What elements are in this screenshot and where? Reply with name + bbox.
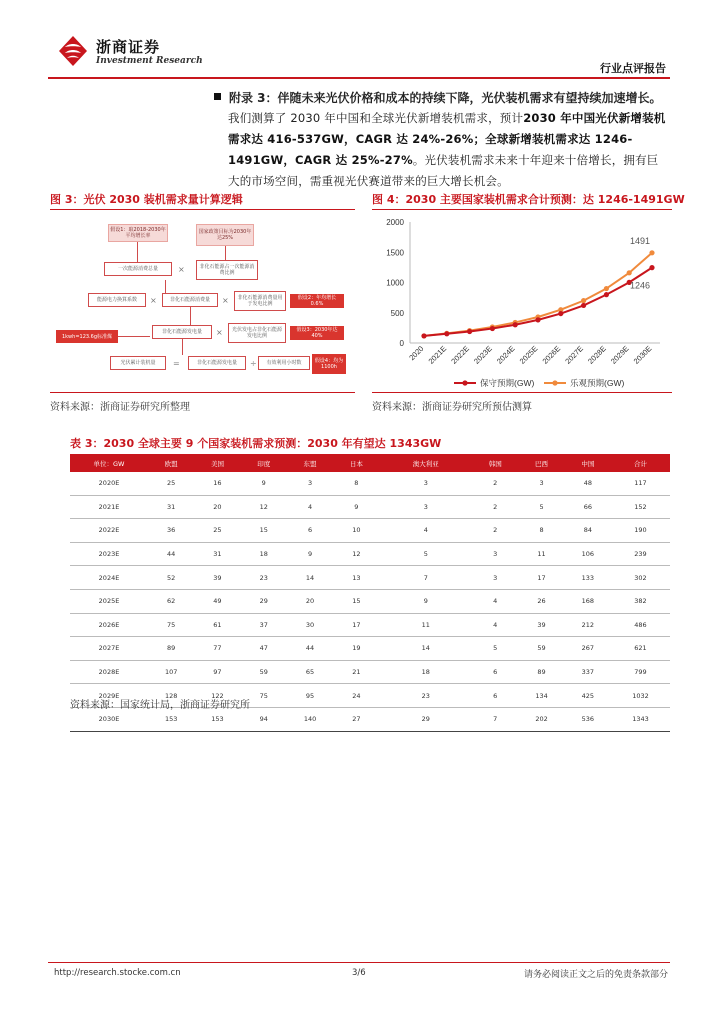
table-cell: 140 — [287, 707, 333, 731]
x-tick-label: 2021E — [426, 344, 449, 366]
table-cell: 23 — [241, 566, 287, 590]
table-cell: 5 — [379, 542, 472, 566]
table-cell: 11 — [379, 613, 472, 637]
appendix-text-part1: 我们测算了 2030 年中国和全球光伏新增装机需求，预计 — [228, 111, 524, 125]
x-tick-label: 2022E — [449, 344, 472, 366]
table-cell: 29 — [379, 707, 472, 731]
table-cell: 12 — [333, 542, 379, 566]
table3-source: 资料来源：国家统计局，浙商证券研究所 — [70, 700, 250, 711]
table-cell: 4 — [472, 613, 518, 637]
flow-connector — [165, 280, 166, 293]
table-cell: 2025E — [70, 589, 148, 613]
table-cell: 52 — [148, 566, 194, 590]
flow-box-power-ratio: 非化石能源消费量用于发电比例 — [234, 291, 286, 311]
table-cell: 5 — [518, 495, 564, 519]
table-row — [70, 566, 670, 590]
table-cell: 25 — [194, 519, 240, 543]
table-cell: 31 — [148, 495, 194, 519]
table-cell: 3 — [379, 495, 472, 519]
flow-op-times: × — [150, 296, 157, 305]
table-cell: 13 — [333, 566, 379, 590]
legend-swatch-point — [462, 380, 467, 385]
flow-box-generation: 非化石能源发电量 — [188, 356, 246, 370]
table-cell: 153 — [194, 707, 240, 731]
table-cell: 7 — [379, 566, 472, 590]
table-cell: 36 — [148, 519, 194, 543]
table-cell: 31 — [194, 542, 240, 566]
table-cell: 47 — [241, 637, 287, 661]
flow-connector — [190, 307, 191, 325]
series-point-0 — [421, 333, 426, 338]
y-tick-label: 1500 — [386, 248, 404, 258]
table-cell: 3 — [379, 472, 472, 495]
table-cell: 30 — [287, 613, 333, 637]
table-cell: 2 — [472, 495, 518, 519]
table-cell: 128 — [148, 684, 194, 708]
series-line-0 — [424, 268, 652, 336]
legend-swatch-point — [552, 380, 557, 385]
table-header-cell: 东盟 — [287, 454, 333, 472]
x-tick-label: 2028E — [586, 344, 608, 366]
table-cell: 2020E — [70, 472, 148, 495]
footer-url-link[interactable]: http://research.stocke.com.cn — [54, 968, 181, 978]
flow-box-nonfossil-generation: 非化石能源发电量 — [152, 325, 212, 339]
series-point-1 — [604, 286, 609, 291]
table-cell: 425 — [565, 684, 611, 708]
table-cell: 6 — [472, 660, 518, 684]
table-cell: 486 — [611, 613, 670, 637]
flow-connector — [118, 336, 150, 337]
table-row — [70, 637, 670, 661]
table-header-cell: 欧盟 — [148, 454, 194, 472]
table-cell: 27 — [333, 707, 379, 731]
table-cell: 3 — [472, 566, 518, 590]
table-header-cell: 合计 — [611, 454, 670, 472]
table-cell: 15 — [333, 589, 379, 613]
table-cell: 65 — [287, 660, 333, 684]
flow-box-utilization-hours: 有效利用小时数 — [258, 356, 310, 370]
series-point-0 — [649, 265, 654, 270]
table-cell: 48 — [565, 472, 611, 495]
table-header-row — [70, 454, 670, 472]
legend-label: 保守预期(GW) — [480, 378, 535, 388]
table-row — [70, 660, 670, 684]
table-cell: 59 — [241, 660, 287, 684]
table-cell: 2022E — [70, 519, 148, 543]
table-cell: 37 — [241, 613, 287, 637]
table-cell: 75 — [148, 613, 194, 637]
table-header-cell: 单位：GW — [70, 454, 148, 472]
y-tick-label: 1000 — [386, 278, 404, 288]
table-cell: 29 — [241, 589, 287, 613]
table-cell: 5 — [472, 637, 518, 661]
flow-box-assumption2: 假设2：年均增长0.6% — [290, 294, 344, 308]
table-cell: 17 — [518, 566, 564, 590]
flow-op-times: × — [178, 265, 185, 274]
flow-box-pv-share: 光伏发电占非化石能源发电比例 — [228, 323, 286, 343]
flow-op-times: × — [216, 328, 223, 337]
table-cell: 16 — [194, 472, 240, 495]
table-cell: 1032 — [611, 684, 670, 708]
table-cell: 2021E — [70, 495, 148, 519]
x-tick-label: 2029E — [608, 344, 631, 366]
table-cell: 10 — [333, 519, 379, 543]
table-cell: 11 — [518, 542, 564, 566]
flow-connector — [137, 242, 138, 262]
annotation-conservative: 1246 — [629, 280, 650, 291]
figure3-bottom-rule — [50, 392, 355, 393]
series-point-1 — [649, 250, 654, 255]
appendix-text-part2: 。光伏装机需求未来十年迎来十倍增长，拥有巨大的市场空间，需重视光伏赛道带来的巨大增长机会。 — [228, 153, 659, 188]
table-row — [70, 542, 670, 566]
figure4-line-chart — [372, 212, 672, 397]
table-cell: 17 — [333, 613, 379, 637]
table-cell: 44 — [287, 637, 333, 661]
table3 — [70, 454, 670, 732]
table-row — [70, 495, 670, 519]
table-row — [70, 613, 670, 637]
table-cell: 84 — [565, 519, 611, 543]
footer-divider — [48, 962, 670, 963]
table-cell: 14 — [379, 637, 472, 661]
table-cell: 2029E — [70, 684, 148, 708]
flow-box-pv-cumulative: 光伏累计装机量 — [110, 356, 166, 370]
table-cell: 106 — [565, 542, 611, 566]
table-cell: 9 — [241, 472, 287, 495]
flow-connector — [182, 339, 183, 355]
flow-op-equals: = — [173, 359, 180, 368]
table-cell: 3 — [287, 472, 333, 495]
table-cell: 19 — [333, 637, 379, 661]
page-number: 3/6 — [352, 968, 366, 978]
x-tick-label: 2020 — [407, 344, 426, 363]
table-cell: 2 — [472, 519, 518, 543]
series-point-0 — [467, 329, 472, 334]
table-cell: 12 — [241, 495, 287, 519]
table-cell: 15 — [241, 519, 287, 543]
table-cell: 4 — [379, 519, 472, 543]
flow-op-divide: ÷ — [250, 359, 257, 368]
x-tick-label: 2024E — [494, 344, 517, 366]
table-cell: 23 — [379, 684, 472, 708]
table-cell: 6 — [287, 519, 333, 543]
table-cell: 61 — [194, 613, 240, 637]
flow-box-nonfossil-share: 非化石能源占一次能源消费比例 — [196, 260, 258, 280]
report-type-label: 行业点评报告 — [600, 62, 666, 75]
x-tick-label: 2025E — [517, 344, 540, 366]
table-cell: 2026E — [70, 613, 148, 637]
table-cell: 20 — [287, 589, 333, 613]
figure4-rule — [372, 209, 672, 210]
header-divider — [48, 77, 670, 79]
x-tick-label: 2030E — [631, 344, 654, 366]
series-point-1 — [627, 270, 632, 275]
table-cell: 62 — [148, 589, 194, 613]
table-cell: 3 — [518, 472, 564, 495]
series-point-0 — [535, 317, 540, 322]
table-header-cell: 韩国 — [472, 454, 518, 472]
table-cell: 59 — [518, 637, 564, 661]
table-cell: 44 — [148, 542, 194, 566]
table-cell: 26 — [518, 589, 564, 613]
table-cell: 89 — [148, 637, 194, 661]
table-cell: 168 — [565, 589, 611, 613]
table-cell: 2024E — [70, 566, 148, 590]
series-point-0 — [513, 322, 518, 327]
table-cell: 4 — [472, 589, 518, 613]
table-cell: 25 — [148, 472, 194, 495]
table-cell: 1343 — [611, 707, 670, 731]
flow-box-coal-equivalent: 1kwh=123.6g标准煤 — [56, 330, 118, 343]
flow-op-times: × — [222, 296, 229, 305]
table-cell: 4 — [287, 495, 333, 519]
logo-english-name: Investment Research — [96, 56, 203, 66]
figure3-title: 图 3：光伏 2030 装机需求量计算逻辑 — [50, 193, 243, 206]
table-cell: 21 — [333, 660, 379, 684]
table-cell: 9 — [333, 495, 379, 519]
table-header-cell: 日本 — [333, 454, 379, 472]
y-tick-label: 2000 — [386, 218, 404, 227]
series-point-0 — [558, 311, 563, 316]
series-point-0 — [581, 303, 586, 308]
series-line-1 — [424, 253, 652, 336]
table-row — [70, 519, 670, 543]
table-cell: 2028E — [70, 660, 148, 684]
table-row — [70, 589, 670, 613]
x-tick-label: 2027E — [563, 344, 586, 366]
series-point-0 — [604, 292, 609, 297]
series-point-1 — [581, 298, 586, 303]
table-header-cell: 美国 — [194, 454, 240, 472]
table-cell: 133 — [565, 566, 611, 590]
series-point-0 — [490, 326, 495, 331]
table-cell: 8 — [518, 519, 564, 543]
table-cell: 8 — [333, 472, 379, 495]
figure3-flow-diagram — [50, 215, 355, 385]
table-body — [70, 472, 670, 731]
flow-box-conversion-factor: 能源电力换算系数 — [88, 293, 146, 307]
bullet-square-icon — [214, 93, 221, 100]
footer-disclaimer: 请务必阅读正文之后的免责条款部分 — [523, 970, 668, 980]
table-cell: 20 — [194, 495, 240, 519]
table-cell: 302 — [611, 566, 670, 590]
figure4-title: 图 4：2030 主要国家装机需求合计预测：达 1246-1491GW — [372, 193, 685, 206]
flow-box-assumption3: 假设3：2030年达40% — [290, 326, 344, 340]
appendix-text-bold: 2030 年中国光伏新增装机需求达 416-537GW，CAGR 达 24%-26%；全球新增装机需求达 1246-1491GW，CAGR 达 25%-27% — [228, 111, 666, 167]
table-cell: 2023E — [70, 542, 148, 566]
annotation-optimistic: 1491 — [629, 235, 650, 246]
flow-box-policy-target: 国家政策目标为2030年达25% — [196, 224, 254, 246]
table-cell: 94 — [241, 707, 287, 731]
table-cell: 2 — [472, 472, 518, 495]
table-cell: 212 — [565, 613, 611, 637]
table-cell: 2027E — [70, 637, 148, 661]
table-cell: 18 — [241, 542, 287, 566]
x-tick-label: 2023E — [472, 344, 494, 366]
table-cell: 202 — [518, 707, 564, 731]
table-cell: 9 — [379, 589, 472, 613]
legend-label: 乐观预期(GW) — [570, 378, 625, 388]
series-point-0 — [444, 331, 449, 336]
table-cell: 3 — [472, 542, 518, 566]
table-cell: 6 — [472, 684, 518, 708]
table-cell: 621 — [611, 637, 670, 661]
table-row — [70, 472, 670, 495]
appendix-heading-text: 附录 3：伴随未来光伏价格和成本的持续下降，光伏装机需求有望持续加速增长。 — [229, 91, 662, 105]
table-header-cell: 巴西 — [518, 454, 564, 472]
table-header-cell: 澳大利亚 — [379, 454, 472, 472]
logo-icon — [56, 34, 90, 68]
x-tick-label: 2026E — [540, 344, 563, 366]
table-cell: 77 — [194, 637, 240, 661]
table-cell: 107 — [148, 660, 194, 684]
table-cell: 2030E — [70, 707, 148, 731]
table-cell: 117 — [611, 472, 670, 495]
table-cell: 39 — [518, 613, 564, 637]
figure3-rule — [50, 209, 355, 210]
table-cell: 799 — [611, 660, 670, 684]
appendix-heading — [214, 89, 674, 107]
table-cell: 267 — [565, 637, 611, 661]
table-header-cell: 中国 — [565, 454, 611, 472]
table-cell: 9 — [287, 542, 333, 566]
y-tick-label: 0 — [399, 339, 404, 348]
table-cell: 89 — [518, 660, 564, 684]
table-cell: 190 — [611, 519, 670, 543]
y-tick-label: 500 — [390, 308, 404, 318]
table-cell: 382 — [611, 589, 670, 613]
table-cell: 152 — [611, 495, 670, 519]
flow-connector — [225, 246, 226, 260]
table3-title: 表 3：2030 全球主要 9 个国家装机需求预测：2030 年有望达 1343GW — [70, 437, 442, 450]
table-cell: 337 — [565, 660, 611, 684]
flow-box-assumption4: 假设4：均为1100h — [312, 354, 346, 374]
figure4-source: 资料来源：浙商证券研究所预估测算 — [372, 402, 532, 413]
table-cell: 7 — [472, 707, 518, 731]
table-cell: 97 — [194, 660, 240, 684]
table-cell: 14 — [287, 566, 333, 590]
flow-box-assumption1: 假设1：取2018-2030年平均增长率 — [108, 224, 168, 242]
table-cell: 18 — [379, 660, 472, 684]
table-cell: 122 — [194, 684, 240, 708]
appendix-paragraph — [228, 108, 670, 192]
logo-chinese-name: 浙商证券 — [96, 38, 161, 56]
table-cell: 153 — [148, 707, 194, 731]
table-header-cell: 印度 — [241, 454, 287, 472]
table-cell: 39 — [194, 566, 240, 590]
table-cell: 24 — [333, 684, 379, 708]
table-cell: 134 — [518, 684, 564, 708]
table-cell: 95 — [287, 684, 333, 708]
flow-box-primary-energy: 一次能源消费总量 — [104, 262, 172, 276]
table-cell: 239 — [611, 542, 670, 566]
table-cell: 49 — [194, 589, 240, 613]
table-cell: 75 — [241, 684, 287, 708]
figure4-bottom-rule — [372, 392, 672, 393]
flow-box-nonfossil-consumption: 非化石能源消费量 — [162, 293, 218, 307]
table-cell: 536 — [565, 707, 611, 731]
figure3-source: 资料来源：浙商证券研究所整理 — [50, 402, 190, 413]
table-cell: 66 — [565, 495, 611, 519]
